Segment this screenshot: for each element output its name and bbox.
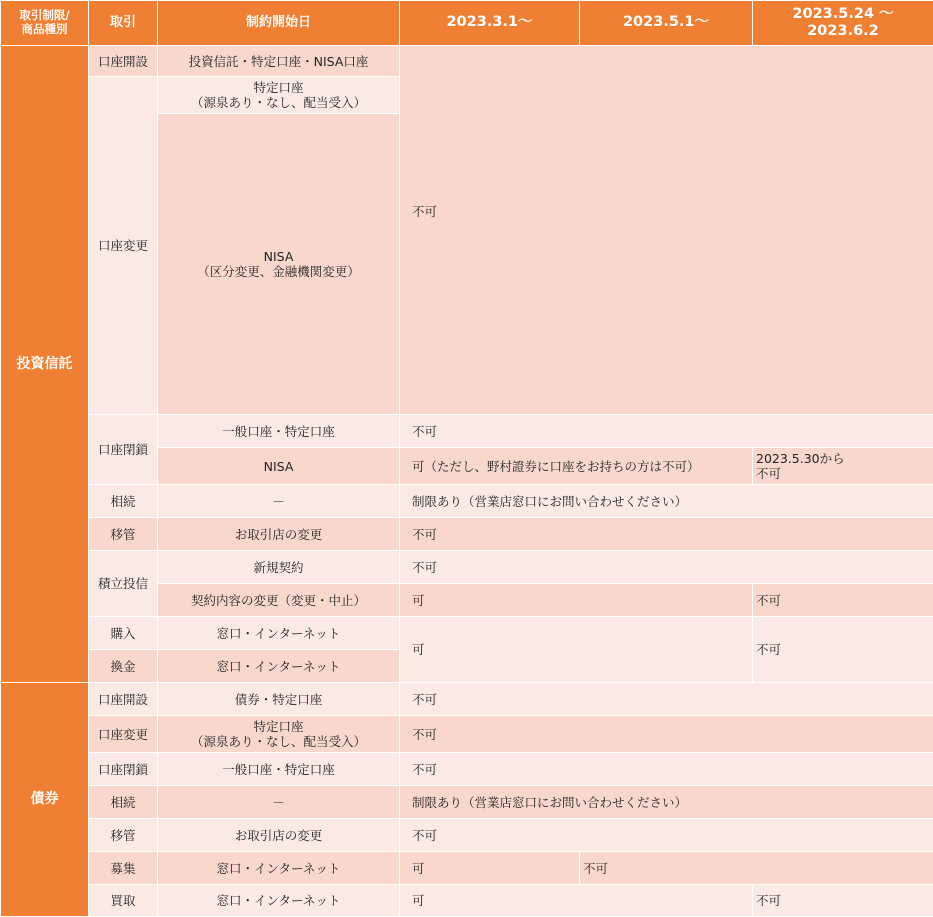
item-cell: お取引店の変更 — [158, 819, 400, 852]
category-fund: 投資信託 — [1, 46, 89, 683]
item-cell: 投資信託・特定口座・NISA口座 — [158, 46, 400, 77]
header-date-1: 2023.3.1～ — [400, 1, 580, 46]
trade-cell: 口座開設 — [89, 683, 158, 716]
item-cell: 窓口・インターネット — [158, 885, 400, 917]
table-row — [1, 819, 933, 852]
header-category: 取引制限/ 商品種別 — [1, 1, 89, 46]
header-row — [1, 1, 933, 46]
table-row — [1, 852, 933, 885]
status-cell: 可 — [400, 584, 753, 617]
item-cell: 特定口座 （源泉あり・なし、配当受入） — [158, 77, 400, 114]
status-cell: 不可 — [753, 584, 933, 617]
table-row — [1, 753, 933, 786]
header-trade: 取引 — [89, 1, 158, 46]
trade-cell: 口座変更 — [89, 77, 158, 415]
table-row — [1, 683, 933, 716]
status-cell: 不可 — [753, 617, 933, 683]
status-cell: 不可 — [753, 885, 933, 917]
item-cell: NISA — [158, 448, 400, 485]
trade-cell: 積立投信 — [89, 551, 158, 617]
category-bond: 債券 — [1, 683, 89, 917]
table-row — [1, 518, 933, 551]
trade-cell: 口座閉鎖 — [89, 415, 158, 485]
status-cell: 可 — [400, 885, 753, 917]
item-cell: 債券・特定口座 — [158, 683, 400, 716]
item-cell: NISA （区分変更、金融機関変更） — [158, 114, 400, 415]
status-cell: 可 — [400, 617, 753, 683]
trade-cell: 購入 — [89, 617, 158, 650]
status-cell: 不可 — [400, 753, 933, 786]
item-cell: 窓口・インターネット — [158, 852, 400, 885]
trade-cell: 募集 — [89, 852, 158, 885]
status-cell: 可（ただし、野村證券に口座をお持ちの方は不可） — [400, 448, 753, 485]
item-cell: － — [158, 485, 400, 518]
header-date-3: 2023.5.24 ～ 2023.6.2 — [753, 1, 933, 46]
table-row — [1, 617, 933, 650]
item-cell: 新規契約 — [158, 551, 400, 584]
item-cell: 特定口座 （源泉あり・なし、配当受入） — [158, 716, 400, 753]
trade-cell: 口座閉鎖 — [89, 753, 158, 786]
item-cell: 一般口座・特定口座 — [158, 415, 400, 448]
note-cell: 2023.5.30から 不可 — [753, 448, 933, 485]
trade-cell: 相続 — [89, 485, 158, 518]
status-cell: 制限あり（営業店窓口にお問い合わせください） — [400, 786, 933, 819]
item-cell: 窓口・インターネット — [158, 617, 400, 650]
item-cell: 窓口・インターネット — [158, 650, 400, 683]
header-date-2: 2023.5.1～ — [580, 1, 753, 46]
trade-cell: 買取 — [89, 885, 158, 917]
trade-cell: 換金 — [89, 650, 158, 683]
item-cell: お取引店の変更 — [158, 518, 400, 551]
trade-cell: 移管 — [89, 518, 158, 551]
table-row — [1, 716, 933, 753]
table-row — [1, 415, 933, 448]
trade-cell: 口座変更 — [89, 716, 158, 753]
item-cell: 契約内容の変更（変更・中止） — [158, 584, 400, 617]
status-cell: 不可 — [400, 46, 933, 415]
item-cell: 一般口座・特定口座 — [158, 753, 400, 786]
trade-cell: 移管 — [89, 819, 158, 852]
header-start-date: 制約開始日 — [158, 1, 400, 46]
status-cell: 不可 — [400, 716, 933, 753]
status-cell: 可 — [400, 852, 580, 885]
status-cell: 制限あり（営業店窓口にお問い合わせください） — [400, 485, 933, 518]
table-row — [1, 46, 933, 77]
status-cell: 不可 — [580, 852, 933, 885]
table-row — [1, 551, 933, 584]
trade-cell: 相続 — [89, 786, 158, 819]
item-cell: － — [158, 786, 400, 819]
table-row — [1, 485, 933, 518]
status-cell: 不可 — [400, 819, 933, 852]
status-cell: 不可 — [400, 683, 933, 716]
status-cell: 不可 — [400, 518, 933, 551]
table-row — [1, 786, 933, 819]
status-cell: 不可 — [400, 415, 933, 448]
table-row — [1, 885, 933, 917]
trade-cell: 口座開設 — [89, 46, 158, 77]
status-cell: 不可 — [400, 551, 933, 584]
